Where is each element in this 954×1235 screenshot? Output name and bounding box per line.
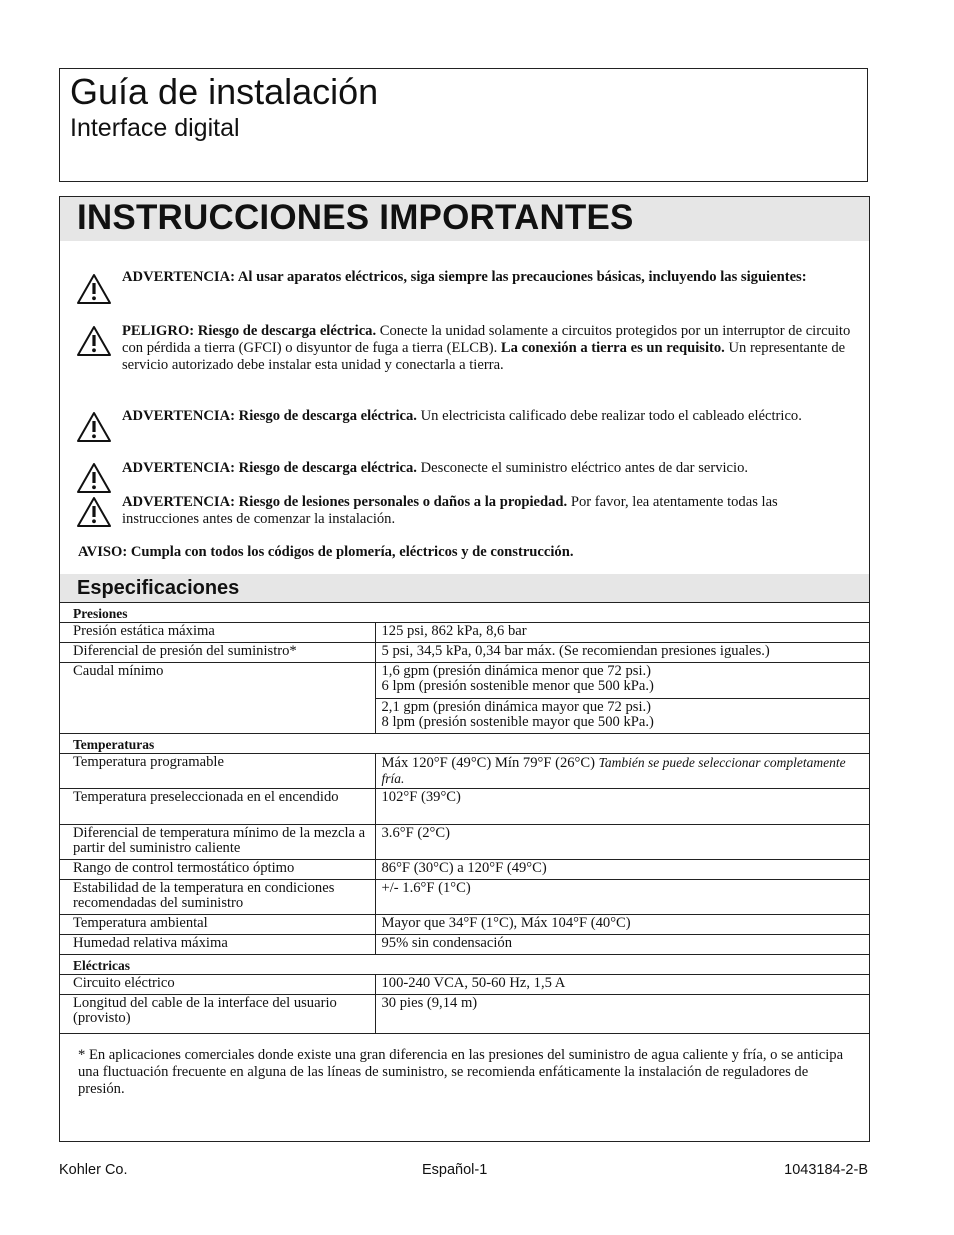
spec-label: Diferencial de presión del suministro* (60, 643, 375, 663)
title-box (59, 68, 868, 182)
important-header (60, 197, 869, 241)
table-row (60, 995, 869, 1034)
warning-triangle-icon (76, 273, 112, 305)
important-instructions-box (59, 196, 870, 1142)
section-label: Eléctricas (60, 955, 869, 975)
spec-value: 125 psi, 862 kPa, 8,6 bar (375, 623, 869, 643)
warning-triangle-icon (76, 325, 112, 357)
warning-text: PELIGRO: Riesgo de descarga eléctrica. Conecte la unidad solamente a circuitos protegidos por un interruptor de circuito con pérdida a tierra (GFCI) o disyuntor de fuga a tierra (ELCB). La conexión a tierra es un requisito. Un representante de servicio autorizado debe instalar esta unidad y conectarla a tierra. (122, 323, 851, 373)
warning-triangle-icon (76, 462, 112, 494)
spec-value: Mayor que 34°F (1°C), Máx 104°F (40°C) (375, 915, 869, 935)
important-title: INSTRUCCIONES IMPORTANTES (77, 198, 634, 237)
warning-text: ADVERTENCIA: Riesgo de lesiones personales o daños a la propiedad. Por favor, lea atentamente todas las instrucciones antes de comenzar la instalación. (122, 494, 778, 527)
footnote: * En aplicaciones comerciales donde existe una gran diferencia en las presiones del suministro de agua caliente y fría, o se anticipa una fluctuación frecuente en alguna de las líneas de suministro, se recomienda enfáticamente la instalación de reguladores de presión. (78, 1047, 844, 1097)
footer-company: Kohler Co. (59, 1162, 128, 1178)
spec-value: 100-240 VCA, 50-60 Hz, 1,5 A (375, 975, 869, 995)
warning-text: ADVERTENCIA: Riesgo de descarga eléctrica. Un electricista calificado debe realizar todo el cableado eléctrico. (122, 408, 802, 424)
spec-value: 30 pies (9,14 m) (375, 995, 869, 1034)
spec-label: Temperatura programable (60, 754, 375, 789)
spec-value: +/- 1.6°F (1°C) (375, 880, 869, 915)
table-row (60, 789, 869, 825)
notice-text: AVISO: Cumpla con todos los códigos de plomería, eléctricos y de construcción. (78, 544, 574, 560)
section-label: Temperaturas (60, 734, 869, 754)
specs-title: Especificaciones (77, 577, 240, 599)
table-section-row (60, 603, 869, 623)
table-row (60, 825, 869, 860)
specs-header (60, 574, 869, 602)
spec-value: 2,1 gpm (presión dinámica mayor que 72 psi.) 8 lpm (presión sostenible mayor que 500 kPa.) (375, 699, 869, 734)
table-section-row (60, 955, 869, 975)
table-row (60, 975, 869, 995)
spec-label: Caudal mínimo (60, 663, 375, 734)
spec-label: Circuito eléctrico (60, 975, 375, 995)
spec-value: 95% sin condensación (375, 935, 869, 955)
warning-text: ADVERTENCIA: Al usar aparatos eléctricos, siga siempre las precauciones básicas, incluyendo las siguientes: (122, 269, 807, 285)
spec-value: 86°F (30°C) a 120°F (49°C) (375, 860, 869, 880)
guide-subtitle: Interface digital (70, 114, 240, 142)
table-row (60, 915, 869, 935)
spec-value: 5 psi, 34,5 kPa, 0,34 bar máx. (Se recomiendan presiones iguales.) (375, 643, 869, 663)
table-row (60, 880, 869, 915)
spec-value: Máx 120°F (49°C) Mín 79°F (26°C) También se puede seleccionar completamente fría. (375, 754, 869, 789)
spec-value: 1,6 gpm (presión dinámica menor que 72 psi.) 6 lpm (presión sostenible menor que 500 kPa.) (375, 663, 869, 699)
footer-page: Español-1 (422, 1162, 488, 1178)
spec-value: 102°F (39°C) (375, 789, 869, 825)
spec-label: Temperatura preseleccionada en el encendido (60, 789, 375, 825)
spec-label: Longitud del cable de la interface del usuario (provisto) (60, 995, 375, 1034)
warning-triangle-icon (76, 496, 112, 528)
warning-text: ADVERTENCIA: Riesgo de descarga eléctrica. Desconecte el suministro eléctrico antes de dar servicio. (122, 460, 749, 476)
table-row (60, 643, 869, 663)
spec-label: Rango de control termostático óptimo (60, 860, 375, 880)
guide-title: Guía de instalación (70, 71, 379, 112)
specs-table (60, 602, 869, 1034)
spec-label: Presión estática máxima (60, 623, 375, 643)
spec-label: Humedad relativa máxima (60, 935, 375, 955)
spec-value: 3.6°F (2°C) (375, 825, 869, 860)
table-row (60, 663, 869, 699)
table-row (60, 860, 869, 880)
table-section-row (60, 734, 869, 754)
table-row (60, 935, 869, 955)
table-row (60, 623, 869, 643)
spec-label: Temperatura ambiental (60, 915, 375, 935)
spec-label: Diferencial de temperatura mínimo de la mezcla a partir del suministro caliente (60, 825, 375, 860)
spec-label: Estabilidad de la temperatura en condiciones recomendadas del suministro (60, 880, 375, 915)
section-label: Presiones (60, 603, 869, 623)
footer-doc-number: 1043184-2-B (784, 1162, 868, 1178)
table-row (60, 754, 869, 789)
warning-triangle-icon (76, 411, 112, 443)
